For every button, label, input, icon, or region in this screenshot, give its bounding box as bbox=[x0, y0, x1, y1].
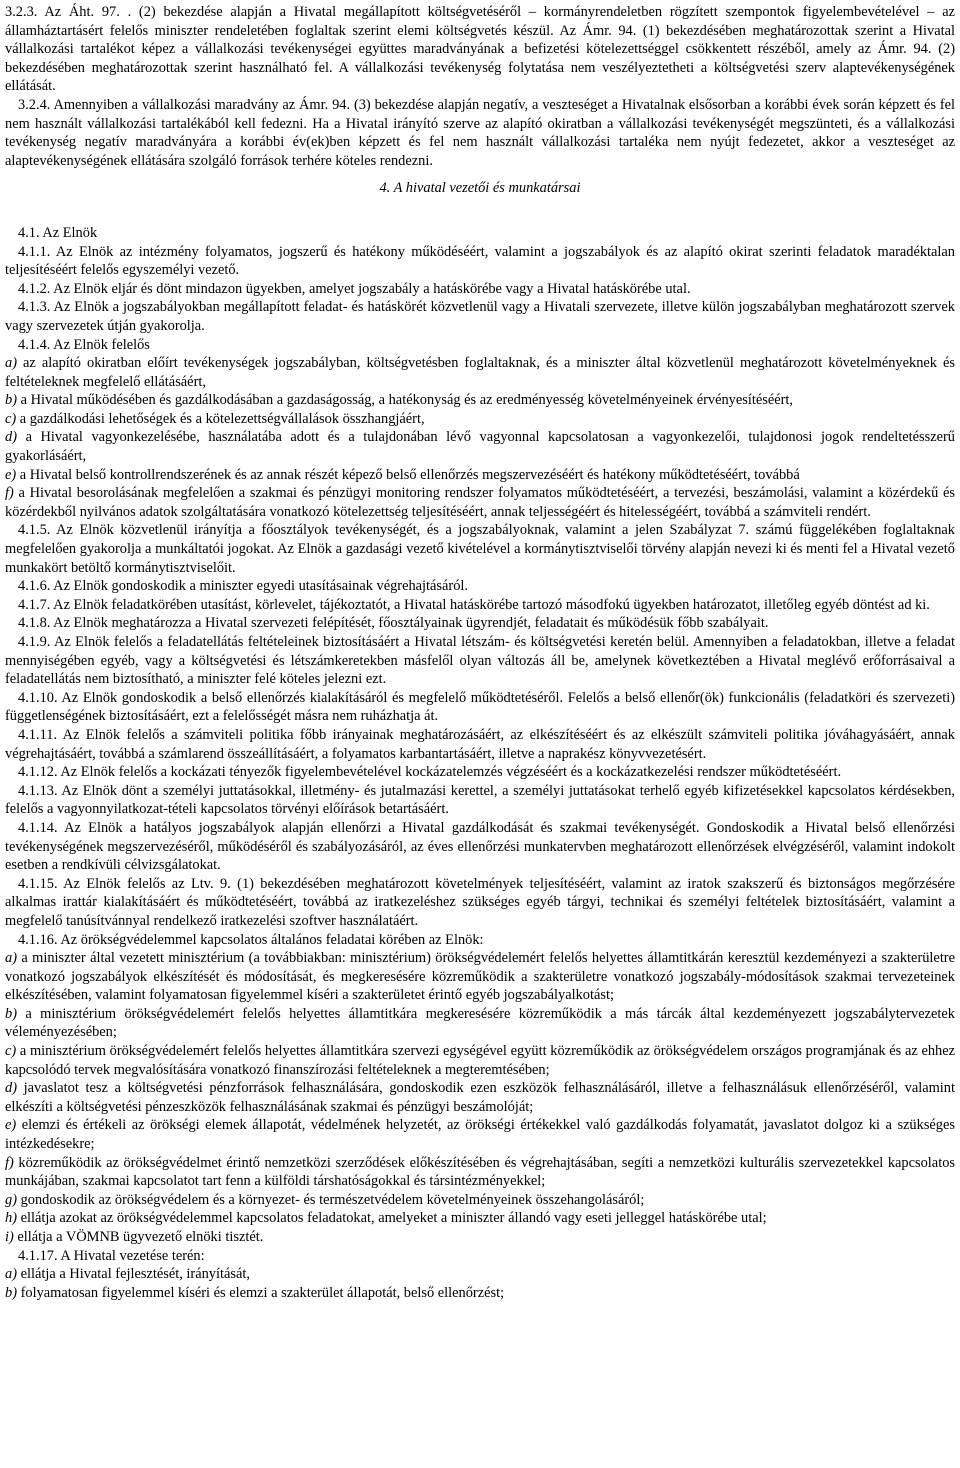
list-item bbox=[5, 391, 955, 410]
list-text: az alapító okiratban előírt tevékenységek jogszabályban, költségvetésben foglaltaknak, és a miniszter által közvetlenül meghatározott követelményeknek és feltételeknek megfelelő ellátásáért, bbox=[5, 355, 955, 390]
list-item bbox=[5, 428, 955, 465]
list-text: a minisztérium örökségvédelemért felelős helyettes államtitkára szervezi egységével együtt közreműködik az örökségvédelem országos programjának és az ehhez kapcsolódó tervek megvalósítására vonatkozó finanszírozási feltételeknek a megteremtésében; bbox=[5, 1043, 955, 1078]
list-item bbox=[5, 1265, 955, 1284]
list-marker: f) bbox=[5, 485, 14, 502]
list-text: a Hivatal működésében és gazdálkodásában a gazdaságosság, a hatékonyság és az eredményesség követelményeinek érvényesítéséért, bbox=[17, 392, 793, 409]
paragraph-4-1-8: 4.1.8. Az Elnök meghatározza a Hivatal szervezeti felépítését, főosztályainak ügyrendjét, feladatait és működésük főbb szabályait. bbox=[18, 615, 769, 632]
list-text: folyamatosan figyelemmel kíséri és elemzi a szakterület állapotát, belső ellenőrzést; bbox=[17, 1284, 505, 1301]
list-item bbox=[5, 484, 955, 521]
paragraph-4-1-7: 4.1.7. Az Elnök feladatkörében utasítást, körlevelet, tájékoztatót, a Hivatal hatáskörébe tartozó másodfokú ügyekben határozatot, illetőleg egyéb döntést ad ki. bbox=[18, 596, 930, 613]
list-text: a gazdálkodási lehetőségek és a kötelezettségvállalások összhangjáért, bbox=[16, 410, 425, 427]
list-item bbox=[5, 1079, 955, 1116]
list-marker: h) bbox=[5, 1210, 17, 1227]
list-marker: a) bbox=[5, 1266, 17, 1283]
paragraph-3-2-3: 3.2.3. Az Áht. 97. . (2) bekezdése alapján a Hivatal megállapított költségvetéséről – kormányrendeletben rögzített szempontok figyelembevételével – az államháztartásért felelős miniszter rendeletében foglaltak szerint elemi költségvetés készül. Az Ámr. 94. (1) bekezdésében meghatározottak szerint a Hivatal vállalkozási tartalékot képez a vállalkozási tevékenységei együttes maradványának a befizetési kötelezettséggel csökkentett részéből, amely az Ámr. 94. (2) bekezdésében meghatározottak szerint használható fel. A vállalkozási tevékenység folytatása nem veszélyeztetheti a költségvetési szerv alaptevékenységének ellátását. bbox=[5, 4, 955, 95]
list-item bbox=[5, 1042, 955, 1079]
list-marker: f) bbox=[5, 1154, 14, 1171]
list-marker: d) bbox=[5, 429, 17, 446]
paragraph-4-1-16: 4.1.16. Az örökségvédelemmel kapcsolatos általános feladatai körében az Elnök: bbox=[18, 931, 484, 948]
list-marker: b) bbox=[5, 392, 17, 409]
list-text: ellátja a Hivatal fejlesztését, irányítását, bbox=[17, 1266, 250, 1283]
list-text: javaslatot tesz a költségvetési pénzforrások felhasználására, gondoskodik ezen eszközök felhasználásáról, illetve a felhasználásuk ellenőrzéséről, valamint elkészíti a költségvetési pénzeszközök felhasználásának szakmai és pénzügyi beszámolóját; bbox=[5, 1080, 955, 1115]
list-marker: i) bbox=[5, 1229, 14, 1245]
list-text: ellátja azokat az örökségvédelemmel kapcsolatos feladatokat, amelyeket a miniszter állandó vagy eseti jelleggel hatáskörébe utal; bbox=[17, 1210, 767, 1227]
paragraph-4-1-6: 4.1.6. Az Elnök gondoskodik a miniszter egyedi utasításainak végrehajtásáról. bbox=[18, 578, 468, 595]
list-marker: e) bbox=[5, 466, 17, 483]
paragraph-3-2-4: 3.2.4. Amennyiben a vállalkozási maradvány az Ámr. 94. (3) bekezdése alapján negatív, a veszteséget a Hivatalnak elsősorban a korábbi évek során képzett és fel nem használt vállalkozási tartalékából kell fedezni. Ha a Hivatal irányító szerve az alapító okiratban a vállalkozási tevékenységét megszünteti, és a vállalkozási tevékenység negatív maradványára a korábbi év(ek)ben képzett és fel nem használt vállalkozási tartaléka nem nyújt fedezetet, akkor a veszteséget az alaptevékenységének ellátására szolgáló források terhére köteles rendezni. bbox=[5, 96, 955, 169]
list-marker: c) bbox=[5, 1043, 17, 1060]
paragraph-4-1-13: 4.1.13. Az Elnök dönt a személyi juttatásokkal, illetmény- és jutalmazási kerettel, a személyi juttatásokat terhelő egyéb kifizetésekkel kapcsolatos kérdésekben, felelős a vagyonnyilatkozat-tételi kapcsolatos törvényi előírások betartásáért. bbox=[5, 782, 955, 818]
paragraph-4-1-4: 4.1.4. Az Elnök felelős bbox=[18, 336, 150, 353]
list-item bbox=[5, 410, 955, 429]
list-item bbox=[5, 1154, 955, 1191]
list-item bbox=[5, 354, 955, 391]
list-item bbox=[5, 1116, 955, 1153]
list-text: a miniszter által vezetett minisztérium (a továbbiakban: minisztérium) örökségvédelemért felelős helyettes államtitkárán keresztül kezdeményezi a szakterületre vonatkozó jogszabályok elkészítését és módosítását, és megkeresésére közreműködik a szakterületre vonatkozó jogszabály-módosítások szakmai tervezeteinek elkészítésében, valamint folyamatosan figyelemmel kíséri a szakterületet érintő egyéb jogszabályalkotást; bbox=[5, 950, 955, 1004]
paragraph-4-1-9: 4.1.9. Az Elnök felelős a feladatellátás feltételeinek biztosításáért a Hivatal létszám- és költségvetési keretén belül. Amennyiben a feladatokban, illetve a feladat mennyiségében egyéb, vagy a költségvetési és létszámkeretekben másfelől olyan változás áll be, amelynek következtében a Hivatal meglévő erőforrásaival a feladatellátás nem biztosítható, a miniszter felé köteles jelezni ezt. bbox=[5, 634, 955, 688]
list-marker: a) bbox=[5, 355, 17, 372]
paragraph-4-1-3: 4.1.3. Az Elnök a jogszabályokban megállapított feladat- és hatáskörét közvetlenül vagy a Hivatali szervezete, illetve külön jogszabályban meghatározott szervek vagy szervezetek útján gyakorolja. bbox=[5, 299, 955, 334]
list-marker: c) bbox=[5, 410, 17, 427]
list-text: a Hivatal belső kontrollrendszerének és az annak részét képező belső ellenőrzés megszervezéséért és hatékony működtetéséért, továbbá bbox=[16, 466, 800, 483]
paragraph-4-1-17: 4.1.17. A Hivatal vezetése terén: bbox=[18, 1247, 205, 1264]
list-item bbox=[5, 1284, 955, 1303]
paragraph-4-1-15: 4.1.15. Az Elnök felelős az Ltv. 9. (1) bekezdésében meghatározott követelmények teljesítéséért, valamint az iratok szakszerű és biztonságos megőrzésére alkalmas irattár kialakításáért és működtetéséért, továbbá az iratkezeléshez szükséges egyéb tárgyi, technikai és személyi feltételek biztosításáért, valamint a megfelelő tanúsítvánnyal rendelkező iratkezelési szoftver használatáért. bbox=[5, 875, 955, 929]
list-text: a Hivatal vagyonkezelésébe, használatába adott és a tulajdonában lévő vagyonnal kapcsolatosan a vagyonkezelői, tulajdonosi jogok rendeltetésszerű gyakorlásáért, bbox=[5, 429, 955, 465]
list-marker: d) bbox=[5, 1080, 17, 1097]
paragraph-4-1-1: 4.1.1. Az Elnök az intézmény folyamatos, jogszerű és hatékony működéséért, valamint a jogszabályok és az alapító okirat szerinti feladatok maradéktalan teljesítéséért felelős egyszemélyi vezető. bbox=[5, 243, 955, 279]
paragraph-4-1-5: 4.1.5. Az Elnök közvetlenül irányítja a főosztályok tevékenységét, és a jogszabályoknak, valamint a jelen Szabályzat 7. számú függelékében foglaltaknak megfelelően gyakorolja a munkáltatói jogokat. Az Elnök a gazdasági vezető kivételével a kormánytisztviselői törvény alapján nevezi ki és menti fel a Hivatal vezető munkakört betöltő kormánytisztviselőit. bbox=[5, 522, 955, 576]
list-item bbox=[5, 1209, 955, 1228]
list-item bbox=[5, 1005, 955, 1042]
subsection-title: 4.1. Az Elnök bbox=[18, 224, 98, 241]
list-marker: b) bbox=[5, 1284, 17, 1301]
paragraph-4-1-12: 4.1.12. Az Elnök felelős a kockázati tényezők figyelembevételével kockázatelemzés végzéséért és a kockázatkezelési rendszer működtetéséért. bbox=[18, 764, 842, 781]
list-item bbox=[5, 1191, 955, 1210]
list-item bbox=[5, 949, 955, 1005]
list-marker: e) bbox=[5, 1117, 17, 1134]
list-text: ellátja a VÖMNB ügyvezető elnöki tisztét. bbox=[13, 1229, 264, 1245]
list-item bbox=[5, 1228, 955, 1247]
paragraph-4-1-11: 4.1.11. Az Elnök felelős a számviteli politika főbb irányainak meghatározásáért, az elkészítéséért és az elkészült számviteli politika jóváhagyásáért, annak végrehajtásáért, továbbá a számlarend összeállításáért, a folyamatos karbantartásáért, illetve a naprakész könyvvezetésért. bbox=[5, 726, 955, 762]
list-marker: a) bbox=[5, 950, 17, 967]
list-text: elemzi és értékeli az örökségi elemek állapotát, védelmének helyzetét, az örökségi értékekkel való gazdálkodás folyamatát, javaslatot dolgoz ki a szükséges intézkedésekre; bbox=[5, 1117, 955, 1153]
list-item bbox=[5, 466, 955, 485]
paragraph-4-1-10: 4.1.10. Az Elnök gondoskodik a belső ellenőrzés kialakításáról és megfelelő működtetéséről. Felelős a belső ellenőr(ök) funkcionális (feladatköri és szervezeti) függetlenségének biztosításáért, ezt a felelősségét másra nem ruházhatja át. bbox=[5, 689, 955, 725]
list-marker: b) bbox=[5, 1005, 17, 1022]
list-text: gondoskodik az örökségvédelem és a környezet- és természetvédelem követelményeinek összehangolásáról; bbox=[17, 1191, 645, 1208]
paragraph-4-1-2: 4.1.2. Az Elnök eljár és dönt mindazon ügyekben, amelyet jogszabály a hatáskörébe vagy a Hivatal hatáskörébe utal. bbox=[18, 280, 691, 297]
list-marker: g) bbox=[5, 1191, 17, 1208]
list-text: a Hivatal besorolásának megfelelően a szakmai és pénzügyi monitoring rendszer folyamatos működtetéséért, a tervezési, beszámolási, valamint a közérdekű és közérdekből nyilvános adatok szolgáltatására vonatkozó kötelezettség teljesítéséért, annak teljességéért és hitelességéért, továbbá a számviteli rendért. bbox=[5, 485, 955, 520]
list-text: a minisztérium örökségvédelemért felelős helyettes államtitkára megkeresésére közreműködik a más tárcák által kezdeményezett jogszabálytervezetek véleményezésében; bbox=[5, 1005, 955, 1041]
paragraph-4-1-14: 4.1.14. Az Elnök a hatályos jogszabályok alapján ellenőrzi a Hivatal gazdálkodását és szakmai tevékenységét. Gondoskodik a Hivatal belső ellenőrzési tevékenységének megszervezéséről, működéséről és szabályozásáról, az éves ellenőrzési munkatervben meghatározott ellenőrzések elvégzéséről, valamint indokolt esetben a rendkívüli célvizsgálatokat. bbox=[5, 819, 955, 874]
section-heading: 4. A hivatal vezetői és munkatársai bbox=[379, 180, 581, 197]
list-text: közreműködik az örökségvédelmet érintő nemzetközi szerződések előkészítésében és végrehajtásában, segíti a nemzetközi kulturális szervezetekkel kapcsolatos munkájában, szakmai kapcsolatot tart fenn a külföldi társhatóságokkal és társintézményekkel; bbox=[5, 1154, 955, 1190]
